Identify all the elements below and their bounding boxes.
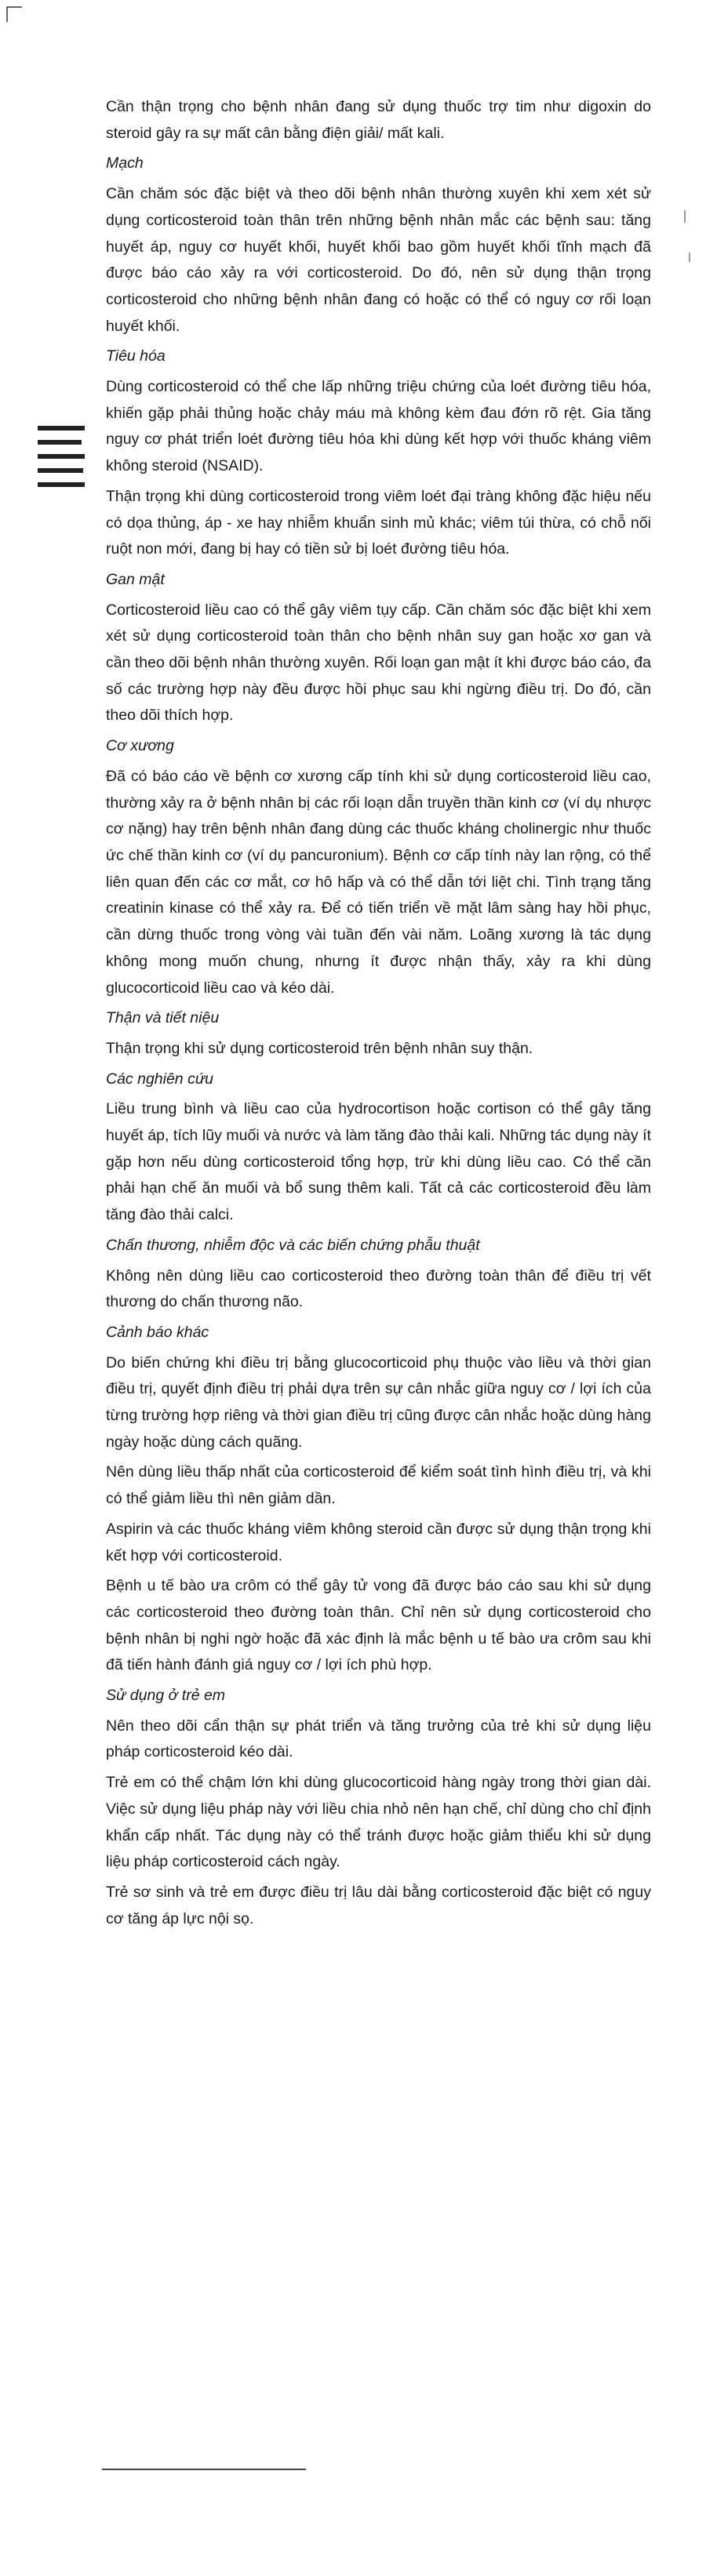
body-paragraph: Bệnh u tế bào ưa crôm có thể gây tử vong đã được báo cáo sau khi sử dụng các corticosteroid theo đường toàn thân. Chỉ nên sử dụng corticosteroid cho bệnh nhân bị nghi ngờ hoặc đã xác định là mắc bệnh u tế bào ưa crôm sau khi đã tiến hành đánh giá nguy cơ / lợi ích phù hợp. [106,1577,651,1674]
scan-corner-mark [6,6,22,22]
body-paragraph: Cần chăm sóc đặc biệt và theo dõi bệnh nhân thường xuyên khi xem xét sử dụng corticosteroid toàn thân trên những bệnh nhân mắc các bệnh sau: tăng huyết áp, nguy cơ huyết khối, huyết khối bao gồm huyết khối tĩnh mạch đã được báo cáo xảy ra với corticosteroid. Do đó, nên sử dụng thận trọng corticosteroid cho những bệnh nhân đang có hoặc có thể có nguy cơ rối loạn huyết khối. [106,185,651,335]
scan-edge-tick [689,253,690,262]
section-heading: Gan mật [106,570,165,588]
body-paragraph: Corticosteroid liều cao có thể gây viêm tụy cấp. Cần chăm sóc đặc biệt khi xem xét sử dụng corticosteroid toàn thân cho bệnh nhân suy gan hoặc xơ gan và cần theo dõi bệnh nhân thường xuyên. Rối loạn gan mật ít khi được báo cáo, đa số các trường hợp này đều được hồi phục sau khi ngừng điều trị. Do đó, cần theo dõi thích hợp. [106,601,651,725]
body-paragraph: Không nên dùng liều cao corticosteroid theo đường toàn thân để điều trị vết thương do chấn thương não. [106,1266,651,1311]
section-heading: Chấn thương, nhiễm độc và các biến chứng phẫu thuật [106,1236,480,1254]
body-paragraph: Thận trọng khi sử dụng corticosteroid trên bệnh nhân suy thận. [106,1039,533,1057]
section-heading: Tiêu hóa [106,347,166,365]
scan-bar [38,468,83,473]
section-heading: Cảnh báo khác [106,1323,209,1341]
body-paragraph: Thận trọng khi dùng corticosteroid trong viêm loét đại tràng không đặc hiệu nếu có dọa thủng, áp - xe hay nhiễm khuẩn sinh mủ khác; viêm túi thừa, có chỗ nối ruột non mới, đang bị hay có tiền sử bị loét đường tiêu hóa. [106,487,651,558]
body-paragraph: Do biến chứng khi điều trị bằng glucocorticoid phụ thuộc vào liều và thời gian điều trị, quyết định điều trị phải dựa trên sự cân nhắc giữa nguy cơ / lợi ích của từng trường hợp riêng và thời gian điều trị cũng được cân nhắc hoặc dùng hàng ngày hoặc dùng cách quãng. [106,1353,651,1451]
body-paragraph: Trẻ sơ sinh và trẻ em được điều trị lâu dài bằng corticosteroid đặc biệt có nguy cơ tăng áp lực nội sọ. [106,1884,651,1927]
scan-edge-tick [684,210,686,223]
section-heading: Cơ xương [106,737,174,755]
section-heading: Sử dụng ở trẻ em [106,1687,226,1705]
body-paragraph: Aspirin và các thuốc kháng viêm không steroid cần được sử dụng thận trọng khi kết hợp với corticosteroid. [106,1520,651,1564]
body-paragraph: Dùng corticosteroid có thể che lấp những triệu chứng của loét đường tiêu hóa, khiến gặp phải thủng hoặc chảy máu mà không kèm đau đớn rõ rệt. Gia tăng nguy cơ phát triển loét đường tiêu hóa khi dùng kết hợp với thuốc kháng viêm không steroid (NSAID). [106,378,651,475]
body-paragraph: Liều trung bình và liều cao của hydrocortison hoặc cortison có thể gây tăng huyết áp, tích lũy muối và nước và làm tăng đào thải kali. Những tác dụng này ít gặp hơn nếu dùng corticosteroid tổng hợp, trừ khi dùng liều cao. Có thể cần phải hạn chế ăn muối và bổ sung thêm kali. Tất cả các corticosteroid đều làm tăng đào thải calci. [106,1100,651,1224]
document-body [106,94,651,1936]
scan-bar [38,440,82,445]
scan-registration-bars [38,426,86,496]
body-paragraph: Cần thận trọng cho bệnh nhân đang sử dụng thuốc trợ tim như digoxin do steroid gây ra sự mất cân bằng điện giải/ mất kali. [106,98,651,142]
section-heading: Các nghiên cứu [106,1070,214,1088]
body-paragraph: Đã có báo cáo về bệnh cơ xương cấp tính khi sử dụng corticosteroid liều cao, thường xảy ra ở bệnh nhân bị các rối loạn dẫn truyền thần kinh cơ (ví dụ nhược cơ nặng) hay trên bệnh nhân đang dùng các thuốc kháng cholinergic như thuốc ức chế thần kinh cơ (ví dụ pancuronium). Bệnh cơ cấp tính này lan rộng, có thể liên quan đến các cơ mắt, cơ hô hấp và có thể dẫn tới liệt chi. Tình trạng tăng creatinin kinase có thể xảy ra. Để có tiến triển về mặt lâm sàng hay hồi phục, cần dừng thuốc trong vòng vài tuần đến vài năm. Loãng xương là tác dụng không mong muốn chung, nhưng ít được nhận thấy, xảy ra khi dùng glucocorticoid liều cao và kéo dài. [106,767,651,997]
body-paragraph: Trẻ em có thể chậm lớn khi dùng glucocorticoid hàng ngày trong thời gian dài. Việc sử dụng liệu pháp này với liều chia nhỏ nên hạn chế, chỉ dùng cho chỉ định khẩn cấp nhất. Tác dụng này có thể tránh được hoặc giảm thiểu khi sử dụng liệu pháp corticosteroid cách ngày. [106,1774,651,1871]
section-heading: Mạch [106,154,144,173]
scan-bar [38,454,85,459]
scan-bar [38,482,85,487]
end-rule [102,2469,306,2470]
body-paragraph: Nên theo dõi cẩn thận sự phát triển và tăng trưởng của trẻ khi sử dụng liệu pháp corticosteroid kéo dài. [106,1717,651,1761]
body-paragraph: Nên dùng liều thấp nhất của corticosteroid để kiểm soát tình hình điều trị, và khi có thể giảm liều thì nên giảm dần. [106,1463,651,1508]
scan-bar [38,426,85,431]
section-heading: Thận và tiết niệu [106,1009,220,1027]
